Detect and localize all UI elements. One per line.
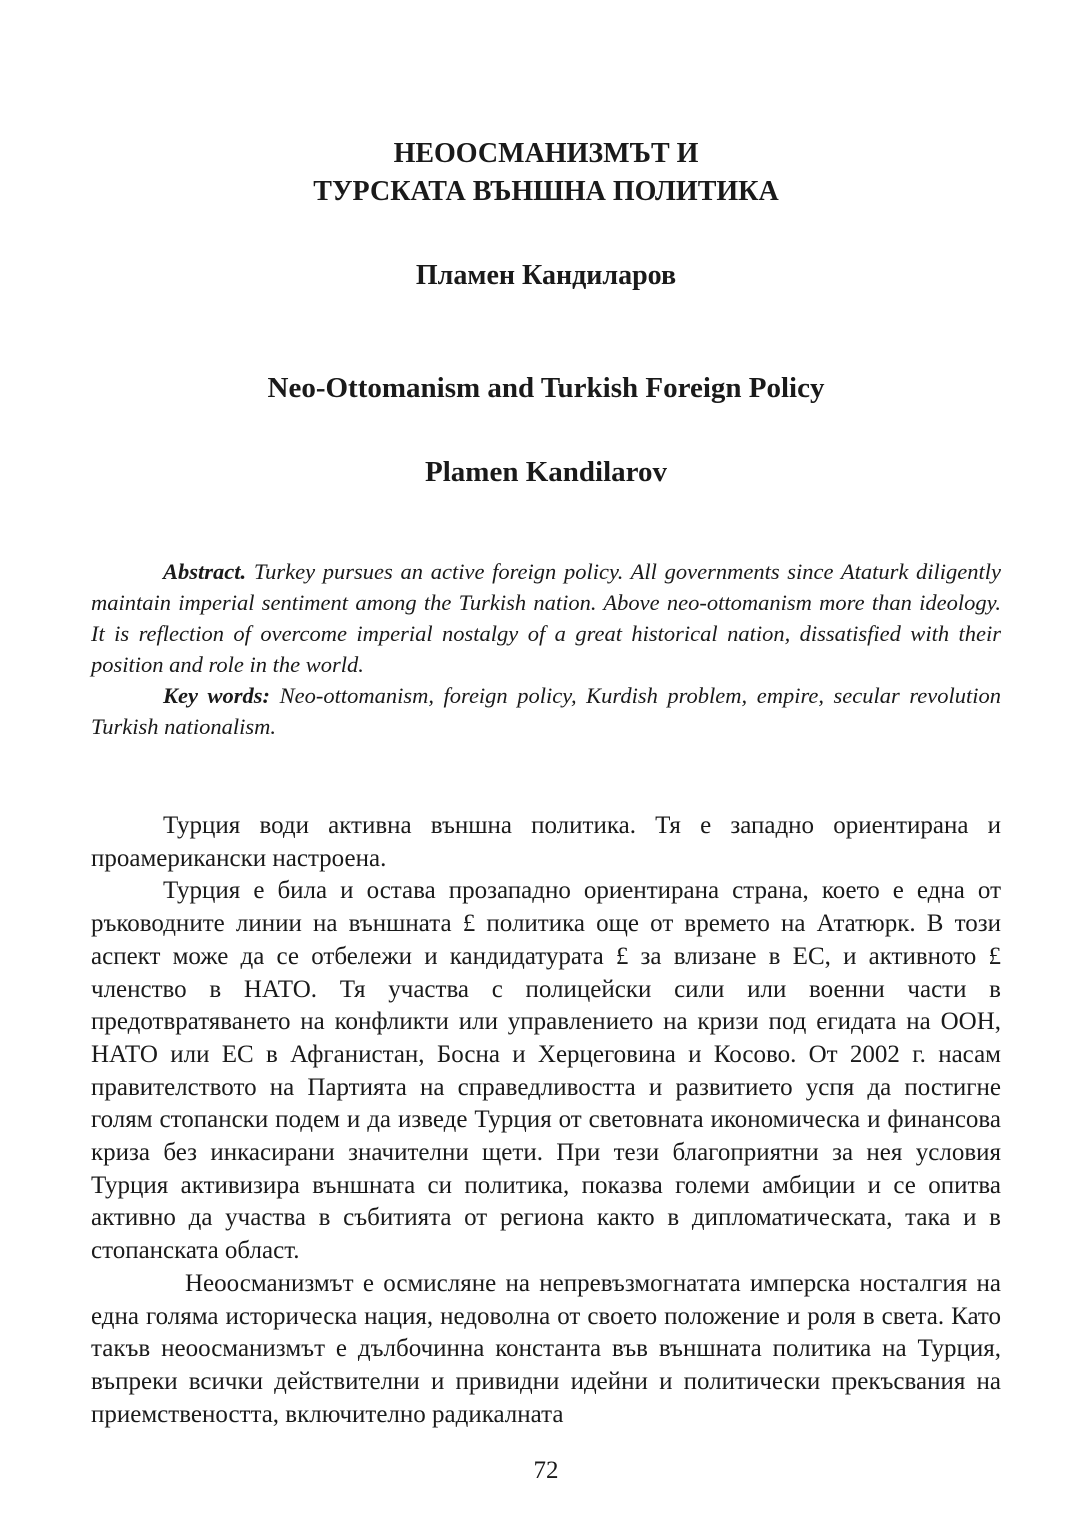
- author-name-bg: Пламен Кандиларов: [415, 260, 677, 291]
- author-name-en: Plamen Kandilarov: [425, 456, 667, 488]
- article-title-line-2: ТУРСКАТА ВЪНШНА ПОЛИТИКА: [313, 176, 779, 207]
- body-paragraph-1: Турция води активна външна политика. Тя е западно ориентирана и проамерикански настроена.: [91, 812, 1001, 872]
- article-title-line-1: НЕООСМАНИЗМЪТ И: [393, 138, 699, 169]
- keywords-label: Key words:: [163, 683, 271, 708]
- abstract-text: Turkey pursues an active foreign policy. All governments since Ataturk diligently maintain imperial sentiment among the Turkish nation. Above neo-ottomanism more than ideology. It is reflection of overcome imperial nostalgy of a great historical nation, dissatisfied with their position and role in the world.: [91, 559, 1001, 677]
- page: [91, 0, 1001, 1530]
- article-title-bg: [91, 135, 1001, 211]
- keywords-paragraph: [91, 680, 1001, 742]
- article-title-en: Neo-Ottomanism and Turkish Foreign Policy: [267, 372, 825, 404]
- body-text: [91, 810, 1001, 1431]
- abstract-block: [91, 556, 1001, 742]
- body-paragraph-3: Неоосманизмът е осмисляне на непревъзмогнатата имперска носталгия на една голяма историческа нация, недоволна от своето положение и роля в света. Като такъв неоосманизмът е дълбочинна константа във външната политика на Турция, въпреки всички действителни и привидни идейни и политически прекъсвания на приемствеността, включително радикалната: [91, 1269, 1001, 1428]
- abstract-paragraph: [91, 556, 1001, 680]
- abstract-label: Abstract.: [163, 559, 247, 584]
- page-number: 72: [533, 1457, 559, 1484]
- keywords-text: Neo-ottomanism, foreign policy, Kurdish problem, empire, secular revolution Turkish nationalism.: [91, 683, 1001, 739]
- body-paragraph-2: Турция е била и остава прозападно ориентирана страна, което е една от ръководните линии на външната £ политика още от времето на Ататюрк. В този аспект може да се отбележи и кандидатурата £ за влизане в ЕС, и активното £ членство в НАТО. Тя участва с полицейски сили или военни части в предотвратяването на конфликти или управлението на кризи под егидата на ООН, НАТО или ЕС в Афганистан, Босна и Херцеговина и Косово. От 2002 г. насам правителството на Партията на справедливостта и развитието успя да постигне голям стопански подем и да изведе Турция от световната икономическа и финансова криза без инкасирани значителни щети. При тези благоприятни за нея условия Турция активизира външната си политика, показва големи амбиции и се опитва активно да участва в събитията от региона както в дипломатическата, така и в стопанската област.: [91, 877, 1001, 1265]
